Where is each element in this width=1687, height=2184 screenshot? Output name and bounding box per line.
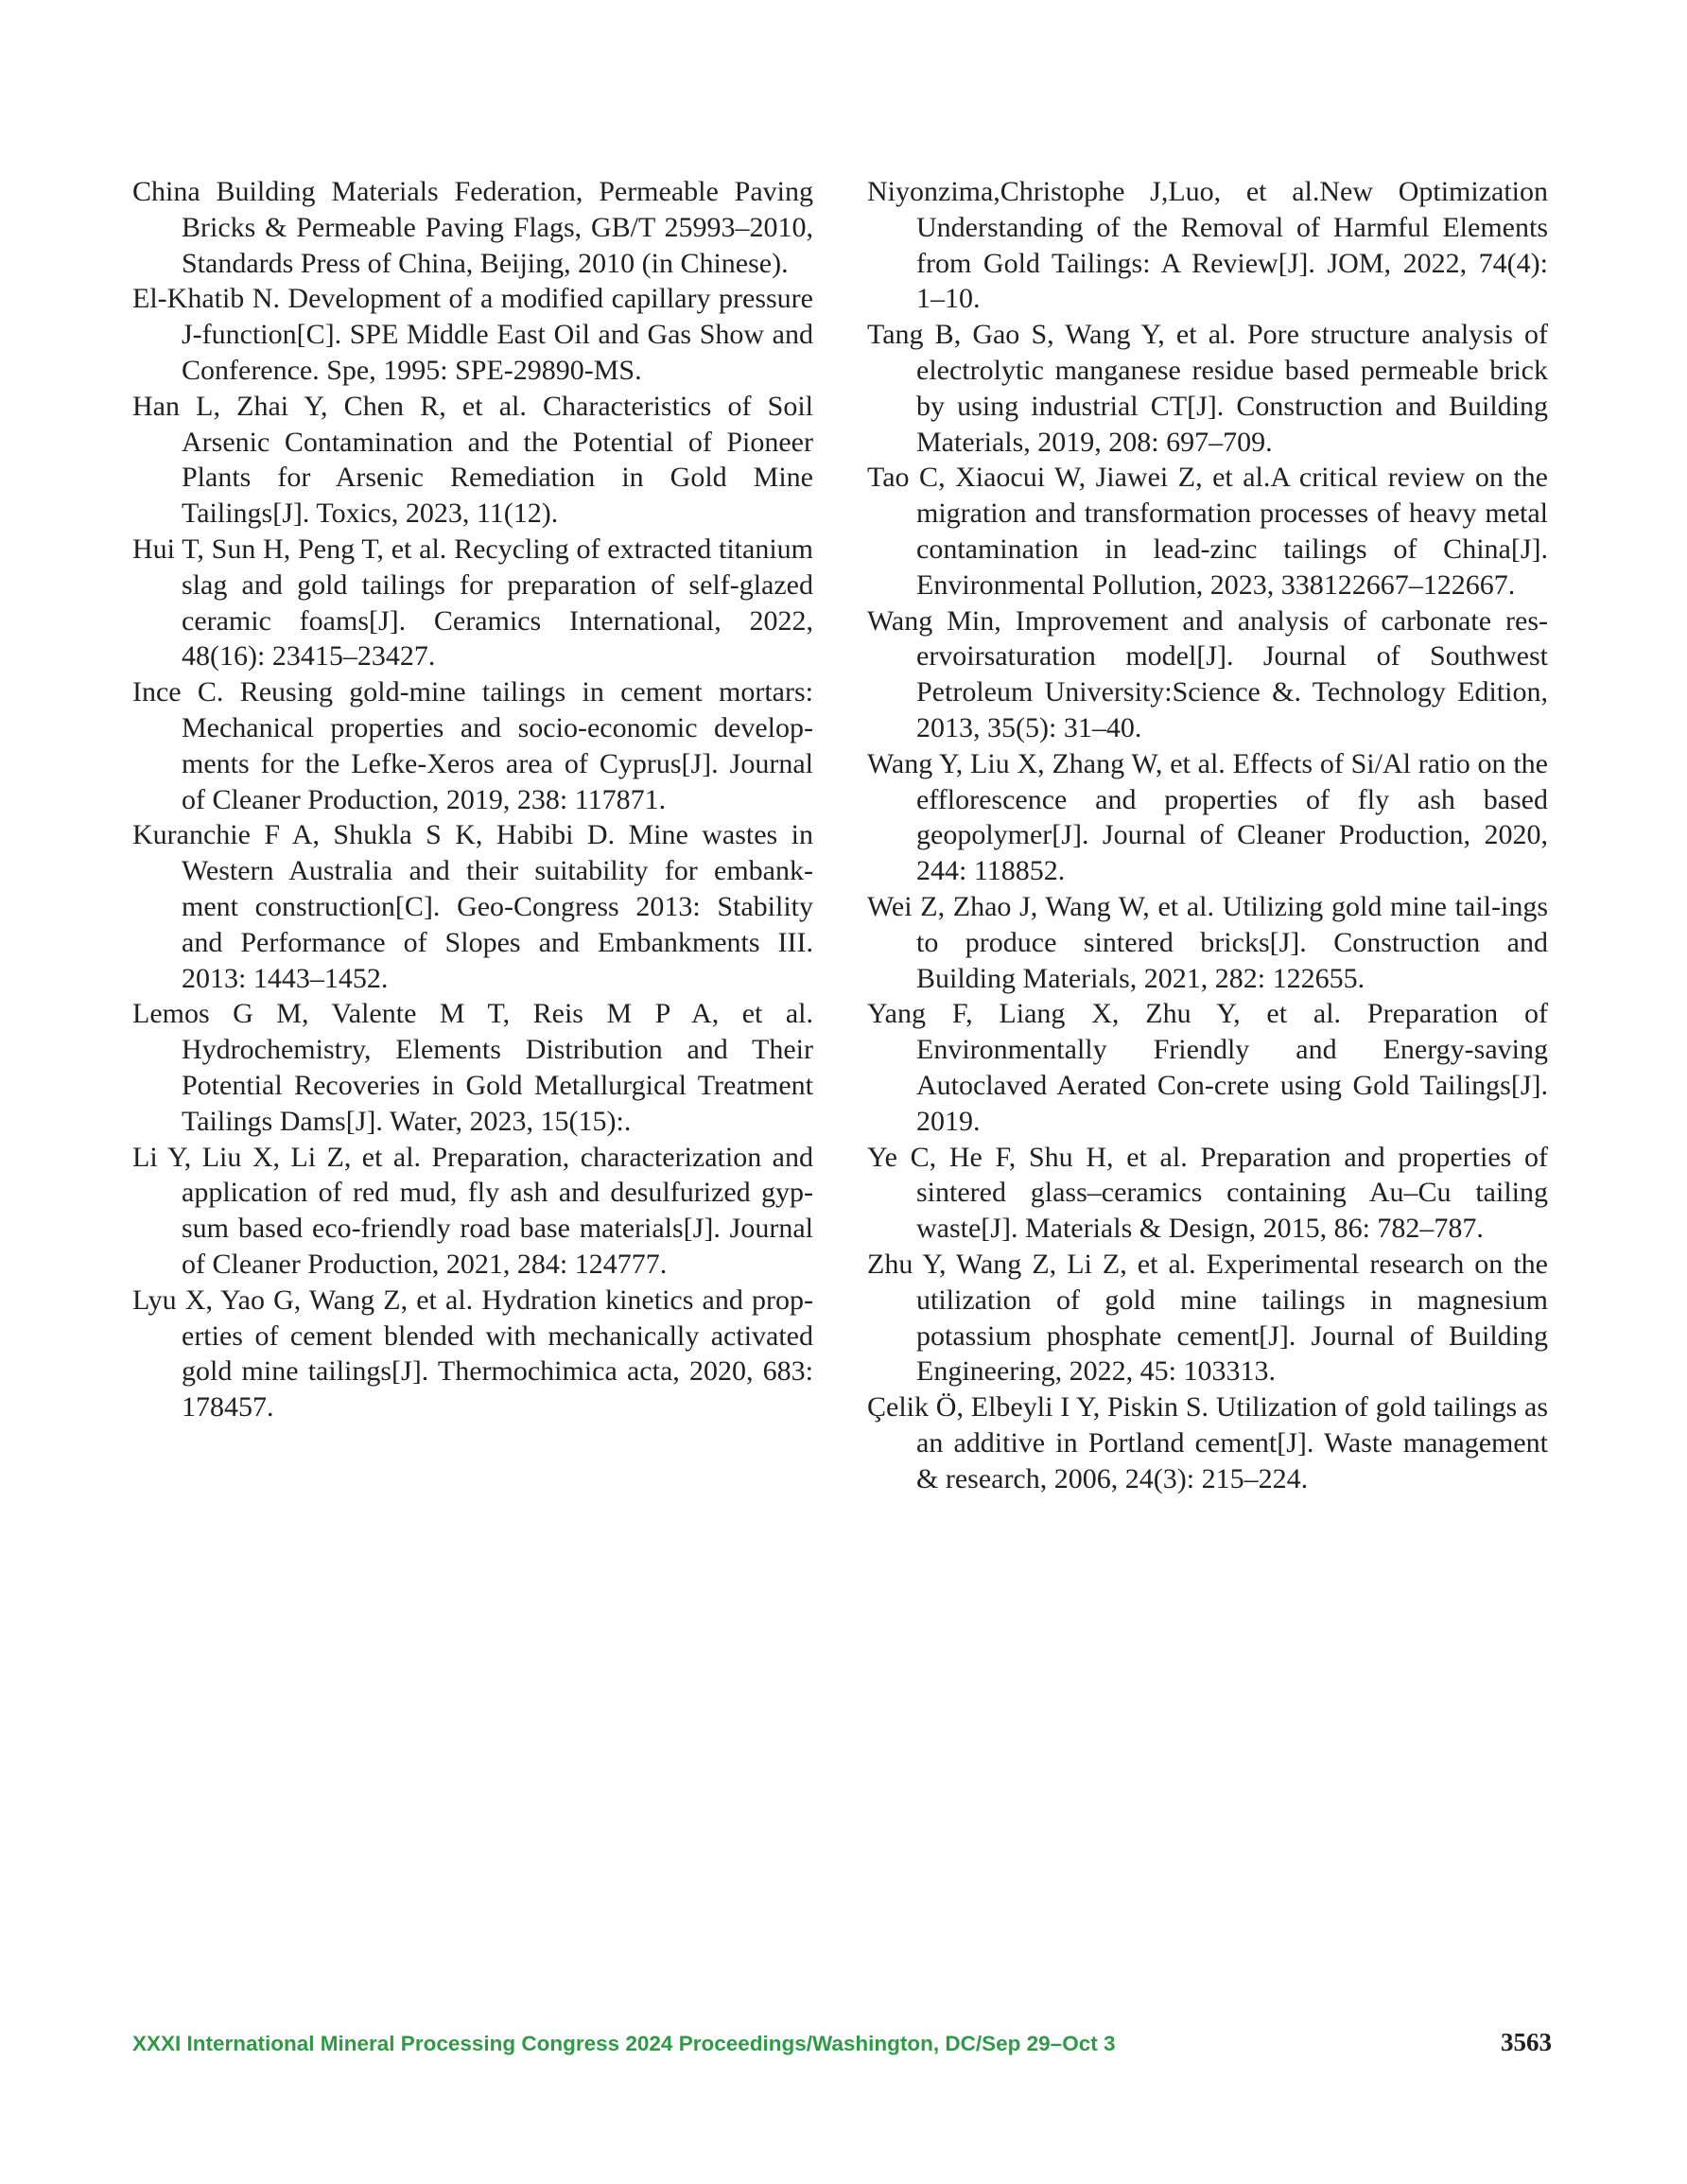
reference-entry: Ince C. Reusing gold-mine tailings in cement mortars: Mechanical properties and socio-economic develop-ments for the Lefke-Xeros area of Cyprus[J]. Journal of Cleaner Production, 2019, 238: 117871. — [132, 676, 813, 815]
reference-entry: Çelik Ö, Elbeyli I Y, Piskin S. Utilization of gold tailings as an additive in Portland cement[J]. Waste management & research, 2006, 24(3): 215–224. — [867, 1391, 1548, 1494]
reference-entry: Ye C, He F, Shu H, et al. Preparation and properties of sintered glass–ceramics containing Au–Cu tailing waste[J]. Materials & Design, 2015, 86: 782–787. — [867, 1141, 1548, 1245]
reference-entry: Niyonzima,Christophe J,Luo, et al.New Optimization Understanding of the Removal of Harmful Elements from Gold Tailings: A Review[J]. JOM, 2022, 74(4): 1–10. — [867, 176, 1548, 315]
reference-entry: Li Y, Liu X, Li Z, et al. Preparation, characterization and application of red mud, fly ash and desulfurized gyp-sum based eco-friendly road base materials[J]. Journal of Cleaner Production, 2021, 284: 124777. — [132, 1141, 813, 1280]
reference-entry: Yang F, Liang X, Zhu Y, et al. Preparation of Environmentally Friendly and Energy-saving Autoclaved Aerated Con-crete using Gold Tailings[J]. 2019. — [867, 998, 1548, 1137]
reference-entry: Wei Z, Zhao J, Wang W, et al. Utilizing gold mine tail-ings to produce sintered bricks[J]. Construction and Building Materials, 2021, 282: 122655. — [867, 890, 1548, 994]
reference-entry: Kuranchie F A, Shukla S K, Habibi D. Mine wastes in Western Australia and their suitability for embank-ment construction[C]. Geo-Congress 2013: Stability and Performance of Slopes and Embankments III. 2013: 1443–1452. — [132, 819, 813, 994]
reference-entry: China Building Materials Federation, Permeable Paving Bricks & Permeable Paving Flags, GB/T 25993–2010, Standards Press of China, Beijing, 2010 (in Chinese). — [132, 176, 813, 279]
references-column-right — [867, 174, 1548, 1496]
reference-entry: Han L, Zhai Y, Chen R, et al. Characteristics of Soil Arsenic Contamination and the Potential of Pioneer Plants for Arsenic Remediation in Gold Mine Tailings[J]. Toxics, 2023, 11(12). — [132, 390, 813, 530]
footer-proceedings-title: XXXI International Mineral Processing Congress 2024 Proceedings/Washington, DC/Sep 29–Oct 3 — [132, 2032, 1116, 2055]
reference-entry: Zhu Y, Wang Z, Li Z, et al. Experimental research on the utilization of gold mine tailings in magnesium potassium phosphate cement[J]. Journal of Building Engineering, 2022, 45: 103313. — [867, 1248, 1548, 1388]
reference-entry: Hui T, Sun H, Peng T, et al. Recycling of extracted titanium slag and gold tailings for preparation of self-glazed ceramic foams[J]. Ceramics International, 2022, 48(16): 23415–23427. — [132, 533, 813, 673]
reference-entry: Wang Y, Liu X, Zhang W, et al. Effects of Si/Al ratio on the efflorescence and properties of fly ash based geopolymer[J]. Journal of Cleaner Production, 2020, 244: 118852. — [867, 747, 1548, 887]
references-column-left — [132, 174, 813, 1425]
reference-entry: Wang Min, Improvement and analysis of carbonate res-ervoirsaturation model[J]. Journal of Southwest Petroleum University:Science &. Technology Edition, 2013, 35(5): 31–40. — [867, 604, 1548, 743]
reference-entry: Tao C, Xiaocui W, Jiawei Z, et al.A critical review on the migration and transformation processes of heavy metal contamination in lead-zinc tailings of China[J]. Environmental Pollution, 2023, 338122667–122667. — [867, 462, 1548, 601]
reference-entry: El-Khatib N. Development of a modified capillary pressure J-function[C]. SPE Middle East Oil and Gas Show and Conference. Spe, 1995: SPE-29890-MS. — [132, 283, 813, 386]
reference-entry: Lemos G M, Valente M T, Reis M P A, et al. Hydrochemistry, Elements Distribution and Their Potential Recoveries in Gold Metallurgical Treatment Tailings Dams[J]. Water, 2023, 15(15):. — [132, 998, 813, 1137]
reference-entry: Lyu X, Yao G, Wang Z, et al. Hydration kinetics and prop-erties of cement blended with mechanically activated gold mine tailings[J]. Thermochimica acta, 2020, 683: 178457. — [132, 1284, 813, 1424]
page-number: 3563 — [1501, 2028, 1552, 2056]
reference-entry: Tang B, Gao S, Wang Y, et al. Pore structure analysis of electrolytic manganese residue based permeable brick by using industrial CT[J]. Construction and Building Materials, 2019, 208: 697–709. — [867, 319, 1548, 458]
